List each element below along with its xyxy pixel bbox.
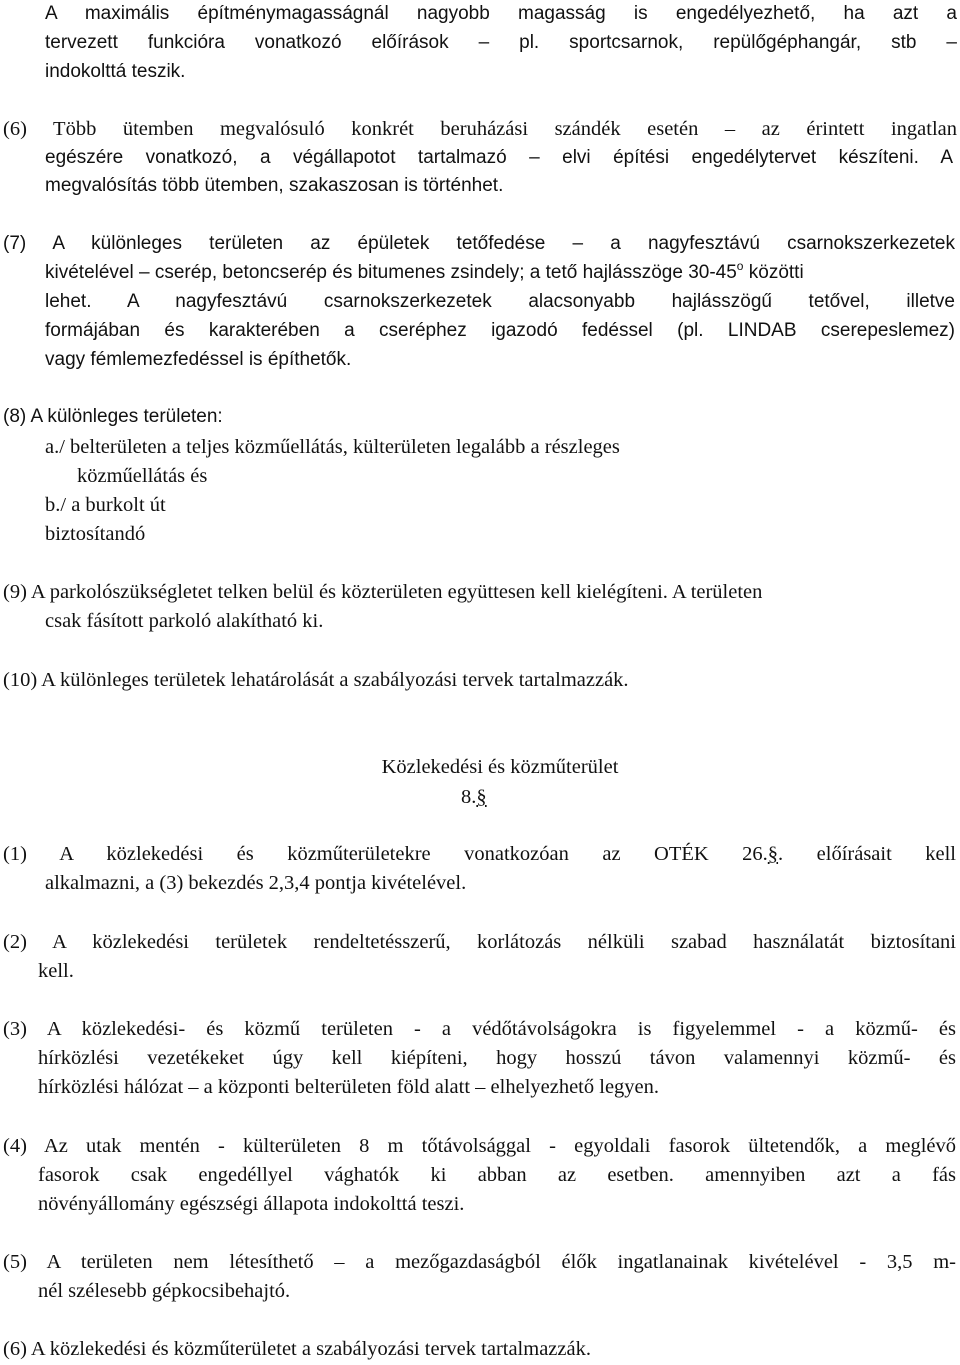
list-item: közműellátás és [77,465,208,487]
paragraph-line: alkalmazni, a (3) bekezdés 2,3,4 pontja kivételével. [45,872,467,894]
paragraph-line: indokolttá teszik. [45,61,186,82]
paragraph-line: (3) A közlekedési- és közmű területen - a védőtávolságokra is figyelemmel - a közmű- és [3,1018,956,1040]
paragraph-line: kell. [38,960,74,982]
section-number-text: 8. [461,786,477,808]
section-title: Közlekedési és közműterület [381,756,619,778]
paragraph-line: vagy fémlemezfedéssel is építhetők. [45,349,352,370]
text-span: . előírásait kell [778,843,957,865]
paragraph-line: (7) A különleges területen az épületek tetőfedése – a nagyfesztávú csarnokszerkezetek [3,233,955,254]
paragraph-line: nél szélesebb gépkocsibehajtó. [38,1280,291,1302]
paragraph-line [3,840,956,868]
paragraph-line: (4) Az utak mentén - külterületen 8 m tőtávolsággal - egyoldali fasorok ültetendők, a meglévő [3,1135,956,1157]
paragraph-line: megvalósítás több ütemben, szakaszosan is történhet. [45,175,504,196]
text-span: (1) A közlekedési és közműterületekre vonatkozóan az OTÉK 26. [3,843,768,865]
section-number [461,783,487,811]
degree-superscript: o [736,259,744,273]
paragraph-line: lehet. A nagyfesztávú csarnokszerkezetek alacsonyabb hajlásszögű tetővel, illetve [45,291,955,312]
list-item: a./ belterületen a teljes közműellátás, külterületen legalább a részleges [45,436,620,458]
paragraph-line: (2) A közlekedési területek rendeltetésszerű, korlátozás nélküli szabad használatát biztosítani [3,931,956,953]
paragraph-line: (6) Több ütemben megvalósuló konkrét beruházási szándék esetén – az érintett ingatlan [3,118,957,140]
paragraph-line: csak fásított parkoló alakítható ki. [45,610,324,632]
text-span: közötti [743,262,804,283]
paragraph-line: fasorok csak engedéllyel vághatók ki abban az esetben. amennyiben azt a fás [38,1164,956,1186]
paragraph-line: (9) A parkolószükségletet telken belül és közterületen együttesen kell kielégíteni. A területen [3,581,763,603]
section-sign: § [476,786,487,808]
section-sign: § [767,843,779,865]
paragraph-line: formájában és karakterében a cseréphez igazodó fedéssel (pl. LINDAB cserepeslemez) [45,320,955,341]
text-span: kivételével – cserép, betoncserép és bitumenes zsindely; a tető hajlásszöge 30-45 [45,262,737,283]
paragraph-line [45,259,804,287]
paragraph-line: növényállomány egészségi állapota indokolttá teszi. [38,1193,465,1215]
paragraph-line: hírközlési hálózat – a központi belterületen föld alatt – elhelyezhető legyen. [38,1076,660,1098]
paragraph-line: biztosítandó [45,523,146,545]
paragraph-line: (8) A különleges területen: [3,406,223,427]
paragraph-line: tervezett funkcióra vonatkozó előírások – pl. sportcsarnok, repülőgéphangár, stb – [45,32,957,53]
paragraph-line: egészére vonatkozó, a végállapotot tartalmazó – elvi építési engedélytervet készíteni. A [45,147,953,168]
paragraph-line: hírközlési vezetékeket úgy kell kiépíteni, hogy hosszú távon valamennyi közmű- és [38,1047,956,1069]
paragraph-line: (6) A közlekedési és közműterületet a szabályozási tervek tartalmazzák. [3,1338,591,1360]
list-item: b./ a burkolt út [45,494,166,516]
paragraph-line: (10) A különleges területek lehatárolását a szabályozási tervek tartalmazzák. [3,669,629,691]
paragraph-line: (5) A területen nem létesíthető – a mezőgazdaságból élők ingatlanainak kivételével - 3,5 m- [3,1251,956,1273]
paragraph-line: A maximális építménymagasságnál nagyobb magasság is engedélyezhető, ha azt a [45,3,957,24]
